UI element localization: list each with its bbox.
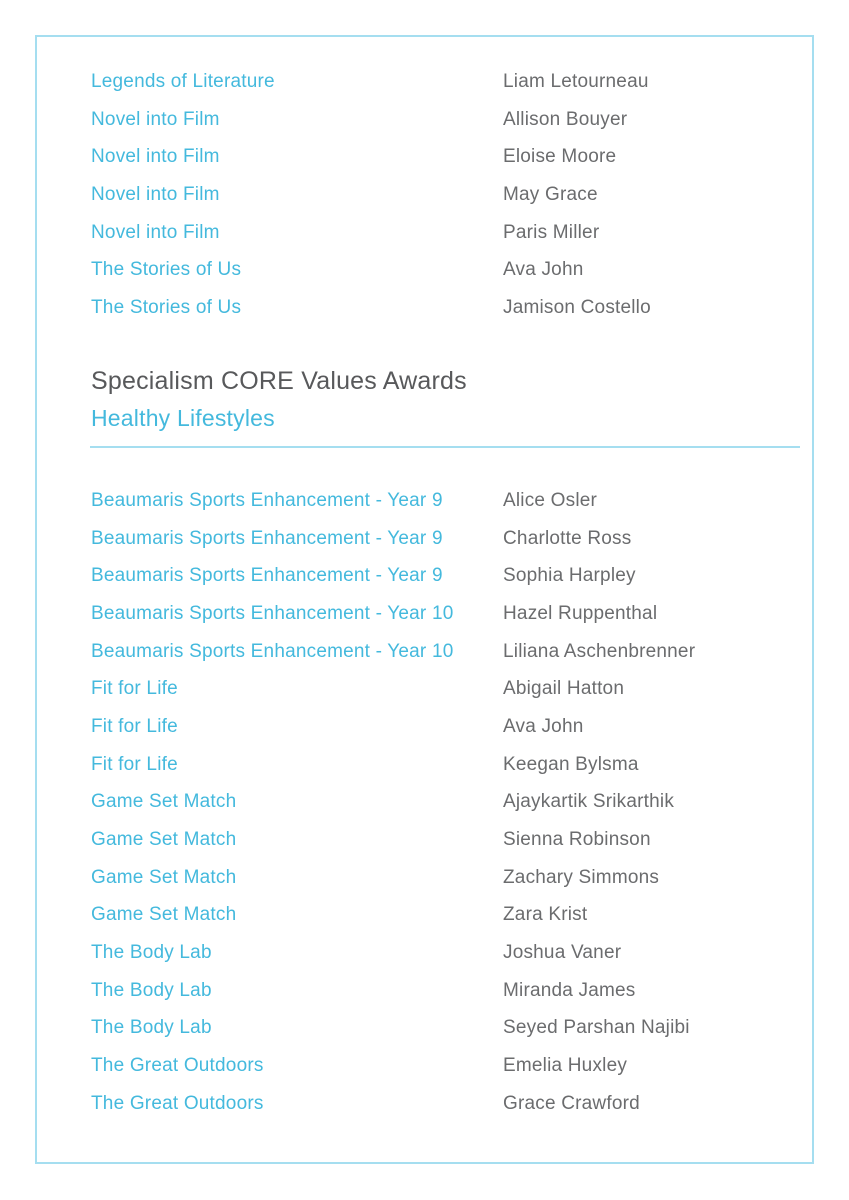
award-row <box>91 670 801 708</box>
program-name: Game Set Match <box>91 791 237 813</box>
program-name: Beaumaris Sports Enhancement - Year 10 <box>91 640 454 662</box>
award-row <box>91 784 801 822</box>
program-name: The Stories of Us <box>91 259 242 281</box>
program-name: Game Set Match <box>91 829 237 851</box>
section-title: Specialism CORE Values Awards <box>91 367 467 395</box>
award-row <box>91 289 801 327</box>
program-name: Fit for Life <box>91 753 178 775</box>
recipient-name: Emelia Huxley <box>503 1055 628 1077</box>
program-name: Beaumaris Sports Enhancement - Year 10 <box>91 602 454 624</box>
award-row <box>91 101 801 139</box>
award-row <box>91 1085 801 1123</box>
program-name: Beaumaris Sports Enhancement - Year 9 <box>91 489 443 511</box>
program-name: The Stories of Us <box>91 296 242 318</box>
award-row <box>91 520 801 558</box>
award-row <box>91 138 801 176</box>
section-divider <box>90 446 800 448</box>
award-row <box>91 251 801 289</box>
program-name: Legends of Literature <box>91 70 275 92</box>
award-row <box>91 859 801 897</box>
program-name: The Great Outdoors <box>91 1092 264 1114</box>
program-name: The Body Lab <box>91 979 212 1001</box>
recipient-name: Allison Bouyer <box>503 108 628 130</box>
recipient-name: Hazel Ruppenthal <box>503 602 658 624</box>
recipient-name: Charlotte Ross <box>503 527 632 549</box>
recipient-name: Joshua Vaner <box>503 942 622 964</box>
award-row <box>91 821 801 859</box>
award-row <box>91 1047 801 1085</box>
section-subtitle: Healthy Lifestyles <box>91 405 275 431</box>
recipient-name: Liliana Aschenbrenner <box>503 640 696 662</box>
recipient-name: Grace Crawford <box>503 1092 640 1114</box>
program-name: The Body Lab <box>91 1017 212 1039</box>
award-row <box>91 214 801 252</box>
program-name: Game Set Match <box>91 866 237 888</box>
program-name: Fit for Life <box>91 678 178 700</box>
recipient-name: Sienna Robinson <box>503 829 651 851</box>
recipient-name: Keegan Bylsma <box>503 753 639 775</box>
recipient-name: Ava John <box>503 715 584 737</box>
award-row <box>91 482 801 520</box>
award-row <box>91 897 801 935</box>
program-name: Beaumaris Sports Enhancement - Year 9 <box>91 527 443 549</box>
program-name: Novel into Film <box>91 221 220 243</box>
program-name: The Body Lab <box>91 942 212 964</box>
program-name: Beaumaris Sports Enhancement - Year 9 <box>91 565 443 587</box>
program-name: Game Set Match <box>91 904 237 926</box>
award-row <box>91 1010 801 1048</box>
award-row <box>91 708 801 746</box>
program-name: Novel into Film <box>91 108 220 130</box>
award-row <box>91 633 801 671</box>
award-row <box>91 972 801 1010</box>
awards-list-healthy-lifestyles <box>91 482 801 1123</box>
recipient-name: Jamison Costello <box>503 296 651 318</box>
recipient-name: Ajaykartik Srikarthik <box>503 791 675 813</box>
recipient-name: Seyed Parshan Najibi <box>503 1017 690 1039</box>
award-row <box>91 557 801 595</box>
program-name: Fit for Life <box>91 715 178 737</box>
awards-list-top <box>91 63 801 327</box>
award-row <box>91 176 801 214</box>
recipient-name: Zachary Simmons <box>503 866 660 888</box>
recipient-name: May Grace <box>503 183 598 205</box>
program-name: Novel into Film <box>91 146 220 168</box>
program-name: Novel into Film <box>91 183 220 205</box>
recipient-name: Ava John <box>503 259 584 281</box>
recipient-name: Paris Miller <box>503 221 600 243</box>
recipient-name: Abigail Hatton <box>503 678 625 700</box>
recipient-name: Zara Krist <box>503 904 588 926</box>
recipient-name: Liam Letourneau <box>503 70 649 92</box>
program-name: The Great Outdoors <box>91 1055 264 1077</box>
award-row <box>91 746 801 784</box>
recipient-name: Eloise Moore <box>503 146 617 168</box>
recipient-name: Alice Osler <box>503 489 598 511</box>
recipient-name: Sophia Harpley <box>503 565 636 587</box>
award-row <box>91 63 801 101</box>
award-row <box>91 934 801 972</box>
recipient-name: Miranda James <box>503 979 636 1001</box>
award-row <box>91 595 801 633</box>
